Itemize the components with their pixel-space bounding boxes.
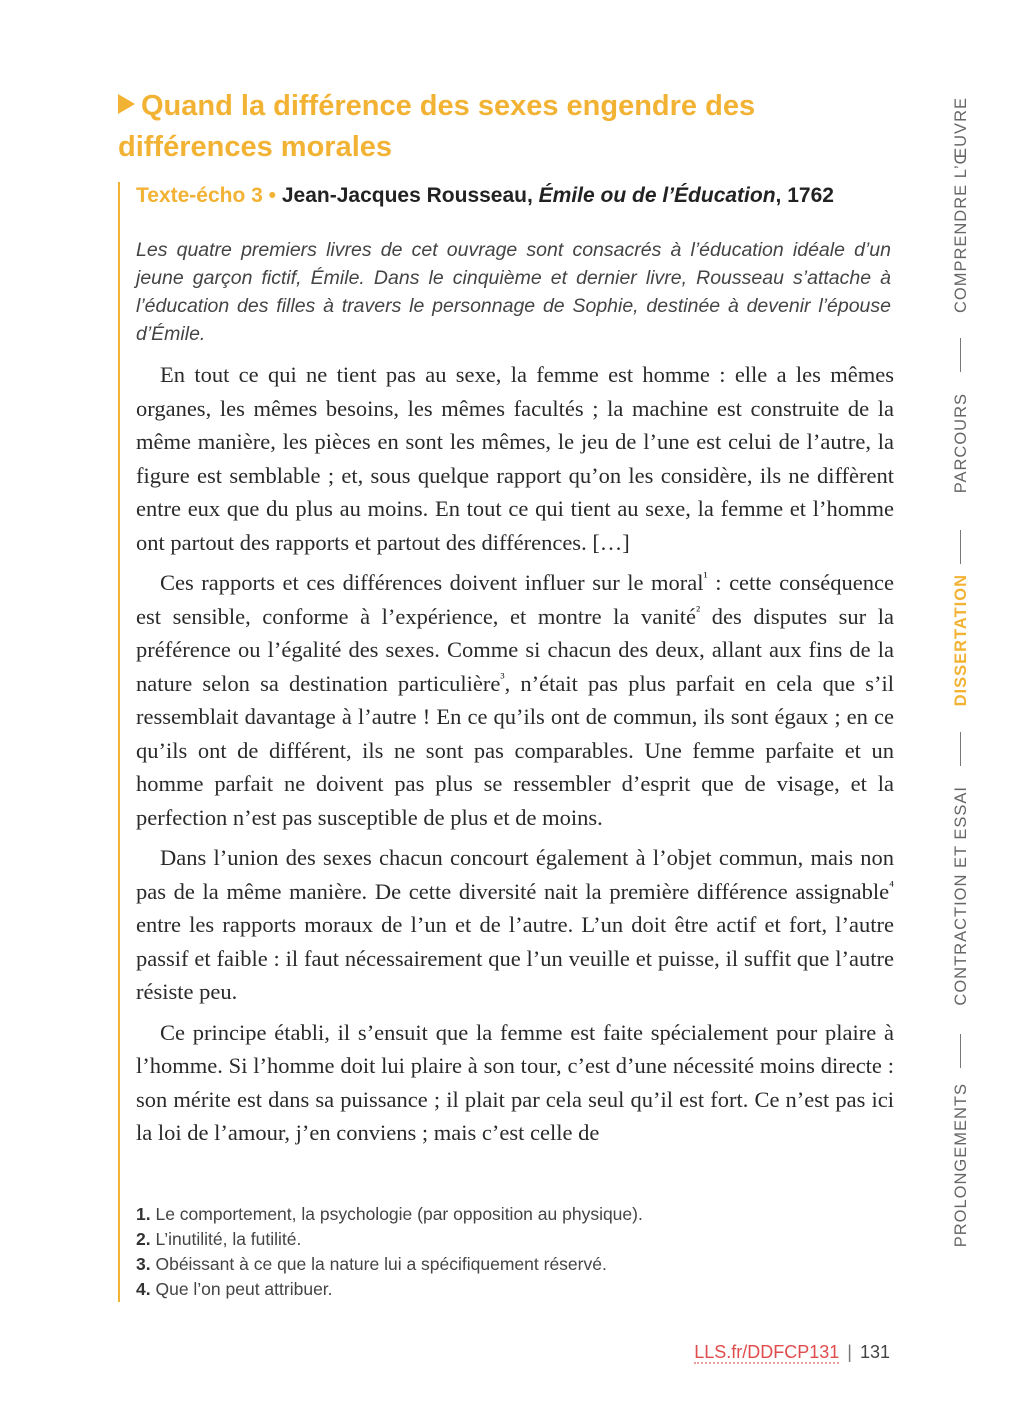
- footer-link[interactable]: LLS.fr/DDFCP131: [694, 1342, 840, 1362]
- footnotes: [136, 1202, 886, 1302]
- footnote-number: 4.: [136, 1279, 151, 1299]
- paragraph-text: des disputes sur la préférence ou l’égalité des sexes. Comme si chacun des deux, allant aux fins de la nature selon sa destination particulière: [136, 603, 894, 696]
- paragraph-text: Ces rapports et ces différences doivent influer sur le moral: [160, 570, 704, 595]
- paragraph-text: , n’était pas plus parfait en cela que s’il ressemblait davantage à l’autre ! En ce qu’ils ont de commun, ils sont égaux ; en ce qu’ils ont de différent, ils ne sont pas comparables. Une femme parfaite et un homme parfait ne doivent pas plus se ressembler d’esprit que de visage, et la perfection n’est pas susceptible de plus et de moins.: [136, 670, 895, 830]
- page-number: 131: [859, 1342, 890, 1362]
- source-label: Texte-écho 3: [136, 184, 263, 207]
- nav-item-contraction[interactable]: CONTRACTION ET ESSAI: [951, 786, 970, 1006]
- footnote: [136, 1277, 886, 1302]
- source-text-block: [118, 182, 895, 1302]
- triangle-bullet-icon: [118, 94, 135, 114]
- nav-item-parcours[interactable]: PARCOURS: [951, 392, 970, 494]
- source-work: Émile ou de l’Éducation: [538, 184, 776, 207]
- paragraph-text: : cette conséquence est sensible, conforme à l’expérience, et montre la vanité: [136, 570, 895, 629]
- nav-item-comprendre[interactable]: COMPRENDRE L’ŒUVRE: [951, 96, 970, 314]
- footnote-number: 3.: [136, 1254, 151, 1274]
- source-bullet: •: [268, 184, 277, 207]
- footnote-number: 2.: [136, 1229, 151, 1249]
- footer-separator: |: [847, 1342, 852, 1362]
- intro-text: Les quatre premiers livres de cet ouvrage sont consacrés à l’éducation idéale d’un jeune garçon fictif, Émile. Dans le cinquième et dernier livre, Rousseau s’attache à l’éducation des filles à travers le personnage de Sophie, destinée à devenir l’épouse d’Émile.: [136, 239, 891, 345]
- paragraph-text: Ce principe établi, il s’ensuit que la femme est faite spécialement pour plaire à l’homme. Si l’homme doit lui plaire à son tour, c’est d’une nécessité moins directe : son mérite est dans sa puissance ; il plait par cela seul qu’il est fort. Ce n’est pas ici la loi de l’amour, j’en conviens ; mais c’est celle de: [136, 1019, 894, 1145]
- source-author: Jean-Jacques Rousseau,: [281, 184, 533, 207]
- paragraph-text: En tout ce qui ne tient pas au sexe, la femme est homme : elle a les mêmes organes, les mêmes besoins, les mêmes facultés ; la machine est construite de la même manière, les pièces en sont les mêmes, le jeu de l’une est celui de l’autre, la figure est semblable ; et, sous quelque rapport qu’on les considère, ils ne diffèrent entre eux que du plus au moins. En tout ce qui tient au sexe, la femme et l’homme ont partout des rapports et partout des différences. […]: [136, 362, 894, 555]
- paragraph-text: Dans l’union des sexes chacun concourt également à l’objet commun, mais non pas de la même manière. De cette diversité nait la première différence assignable: [136, 845, 894, 904]
- nav-separator: [960, 338, 961, 372]
- footnote-number: 1.: [136, 1204, 151, 1224]
- side-navigation: [944, 80, 978, 1260]
- footnote-text: Que l’on peut attribuer.: [150, 1279, 333, 1299]
- nav-separator: [960, 732, 961, 766]
- nav-item-prolongements[interactable]: PROLONGEMENTS: [951, 1082, 970, 1248]
- footnote-marker: ³: [500, 671, 505, 686]
- source-title: [136, 184, 834, 208]
- heading-line-1: Quand la différence des sexes engendre des: [141, 90, 756, 122]
- footnote-marker: ²: [695, 604, 701, 619]
- section-heading: [118, 86, 878, 168]
- footnote-text: Le comportement, la psychologie (par opposition au physique).: [150, 1204, 643, 1224]
- text-paragraph: [136, 358, 894, 559]
- footnote-marker: ¹: [703, 570, 708, 586]
- paragraph-text: entre les rapports moraux de l’un et de l’autre. L’un doit être actif et fort, l’autre passif et faible : il faut nécessairement que l’un veuille et puisse, il suffit que l’autre résiste peu.: [136, 912, 894, 1004]
- nav-item-dissertation[interactable]: DISSERTATION: [951, 574, 970, 707]
- footnote: [136, 1202, 886, 1227]
- nav-separator: [960, 530, 961, 564]
- excerpt-text: [136, 358, 894, 1157]
- text-paragraph: [136, 566, 894, 834]
- footnote: [136, 1227, 886, 1252]
- page-footer: [600, 1342, 890, 1363]
- footnote-text: L’inutilité, la futilité.: [150, 1229, 302, 1249]
- heading-line-2: différences morales: [118, 131, 393, 163]
- nav-separator: [960, 1034, 961, 1068]
- footnote: [136, 1252, 886, 1277]
- footnote-marker: ⁴: [889, 879, 894, 894]
- source-year: , 1762: [775, 184, 834, 207]
- text-paragraph: [136, 1016, 894, 1150]
- footnote-text: Obéissant à ce que la nature lui a spécifiquement réservé.: [150, 1254, 607, 1274]
- text-paragraph: [136, 841, 894, 1009]
